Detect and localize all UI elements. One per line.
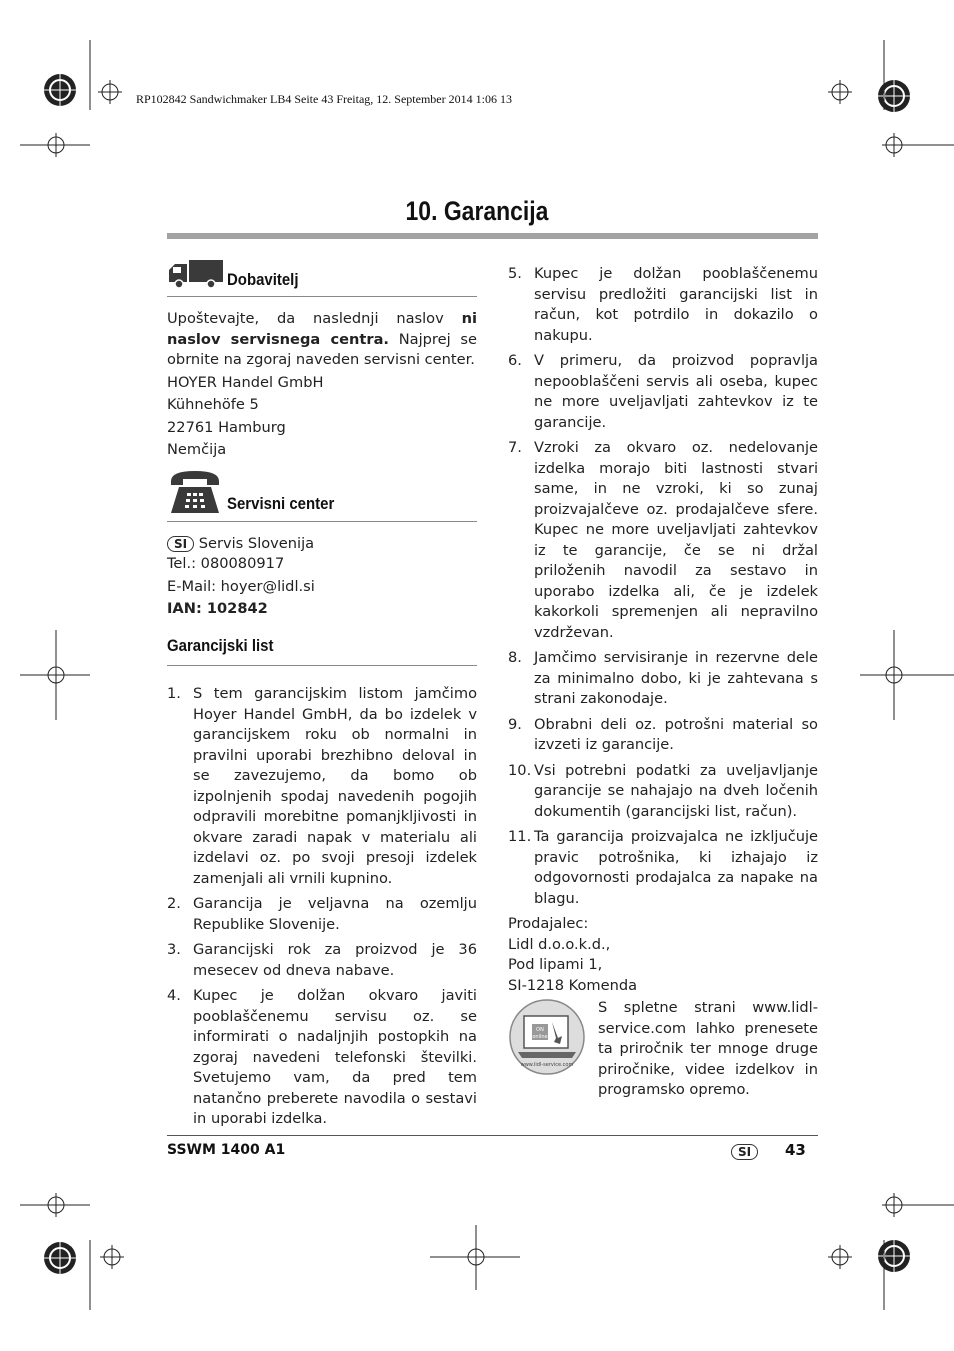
supplier-address-line: Kühnehöfe 5: [167, 396, 259, 413]
footer-divider: [167, 1135, 818, 1136]
supplier-address-line: HOYER Handel GmbH: [167, 373, 324, 391]
seller-line: Lidl d.o.o.k.d.,: [508, 935, 611, 953]
list-item: 8. Jamčimo servisiranje in rezervne dele za minimalno dobo, ki je zahtevana s strani zakonodaje.: [508, 649, 818, 707]
online-icon-text: online: [532, 1034, 548, 1040]
supplier-note: Upoštevajte, da naslednji naslov ni naslov servisnega centra. Najprej se obrnite na zgoraj naveden servisni center.: [167, 310, 477, 368]
warranty-list-left: [167, 684, 477, 1130]
list-item: 5. Kupec je dolžan pooblaščenemu servisu predložiti garancijski list in račun, kot potrdilo in dokazilo o nakupu.: [508, 265, 818, 344]
telephone-icon: [167, 467, 223, 515]
seller-line: Pod lipami 1,: [508, 956, 603, 973]
list-item: 10. Vsi potrebni podatki za uveljavljanje garancije se nahajajo na dveh ločenih dokumentih (garancijski list, račun).: [508, 761, 818, 820]
supplier-address-line: 22761 Hamburg: [167, 418, 286, 436]
footer-model: SSWM 1400 A1: [167, 1142, 286, 1158]
warranty-heading-row: [167, 636, 477, 667]
warranty-heading: Garancijski list: [167, 635, 274, 655]
country-badge: SI: [167, 536, 194, 552]
list-item: 9. Obrabni deli oz. potrošni material so izvzeti iz garancije.: [508, 715, 818, 753]
page-title: 10. Garancija: [405, 196, 549, 226]
title-divider: [167, 233, 818, 239]
service-name-line: SI Servis Slovenija: [167, 534, 477, 555]
online-icon-url: www.lidl-service.com: [520, 1062, 574, 1068]
supplier-heading: Dobavitelj: [227, 269, 299, 289]
list-item: 7. Vzroki za okvaro oz. nedelovanje izdelka morajo biti lastnosti stvari same, in ne vzroki, ki so zunaj proizvajalčeve oz. prodajalčeve sfere. Kupec ne more uveljavljati zahtevkov iz te garancije, če se ni držal priloženih navodil za sestavo in uporabo izdelka ali, če je izdelek kakorkoli spremenjen ali nepravilno vzdrževan.: [508, 439, 818, 641]
footer-country-badge: SI: [731, 1144, 758, 1160]
list-item: 1. S tem garancijskim listom jamčimo Hoyer Handel GmbH, da bo izdelek v garancijskem roku ob normalni in pravilni uporabi brezhibno deloval in se zavezujemo, da bomo ob izpolnjenih spodaj navedenih pogojih odpravili morebitne pomanjkljivosti in okvare zaradi napak v materialu ali izdelavi oz. po svoji presoji izdelek zamenjali ali vrnili kupnino.: [167, 685, 477, 887]
left-column: [167, 258, 477, 1135]
page-number: 43: [785, 1141, 806, 1159]
seller-label: Prodajalec:: [508, 915, 589, 932]
seller-line: SI-1218 Komenda: [508, 976, 638, 994]
truck-icon: [167, 258, 223, 290]
online-text: S spletne strani www.lidl-service.com lahko prenesete ta priročnik ter mnoge druge priročnike, videe izdelkov in programsko opremo.: [598, 999, 818, 1098]
service-ian: IAN: 102842: [167, 600, 268, 617]
right-column: [508, 264, 818, 1101]
list-item: 11. Ta garancija proizvajalca ne izključuje pravic potrošnika, ki izhajajo iz odgovornosti prodajalca za napake na blagu.: [508, 828, 818, 907]
list-item: 4. Kupec je dolžan okvaro javiti pooblaščenemu servisu oz. se informirati o nadaljnjih postopkih na zgoraj navedeni telefonski številki. Svetujemo vam, da pred tem natančno preberete navodila o sestavi in uporabi izdelka.: [167, 987, 477, 1127]
print-header: RP102842 Sandwichmaker LB4 Seite 43 Freitag, 12. September 2014 1:06 13: [136, 92, 512, 106]
online-block: [508, 998, 818, 1101]
lidl-service-laptop-icon: [508, 998, 586, 1076]
service-tel: Tel.: 080080917: [167, 555, 285, 572]
list-item: 6. V primeru, da proizvod popravlja nepooblaščeni servis ali oseba, kupec ne more uveljavljati zahtevkov iz te garancije.: [508, 352, 818, 431]
supplier-address-line: Nemčija: [167, 441, 227, 458]
service-heading: Servisni center: [227, 494, 335, 513]
supplier-heading-row: [167, 258, 477, 297]
online-icon-text: ON: [536, 1027, 544, 1033]
warranty-list-right: [508, 264, 818, 909]
list-item: 3. Garancijski rok za proizvod je 36 mesecev od dneva nabave.: [167, 941, 477, 979]
service-heading-row: [167, 467, 477, 522]
service-email: E-Mail: hoyer@lidl.si: [167, 577, 315, 595]
list-item: 2. Garancija je veljavna na ozemlju Republike Slovenije.: [167, 895, 477, 933]
